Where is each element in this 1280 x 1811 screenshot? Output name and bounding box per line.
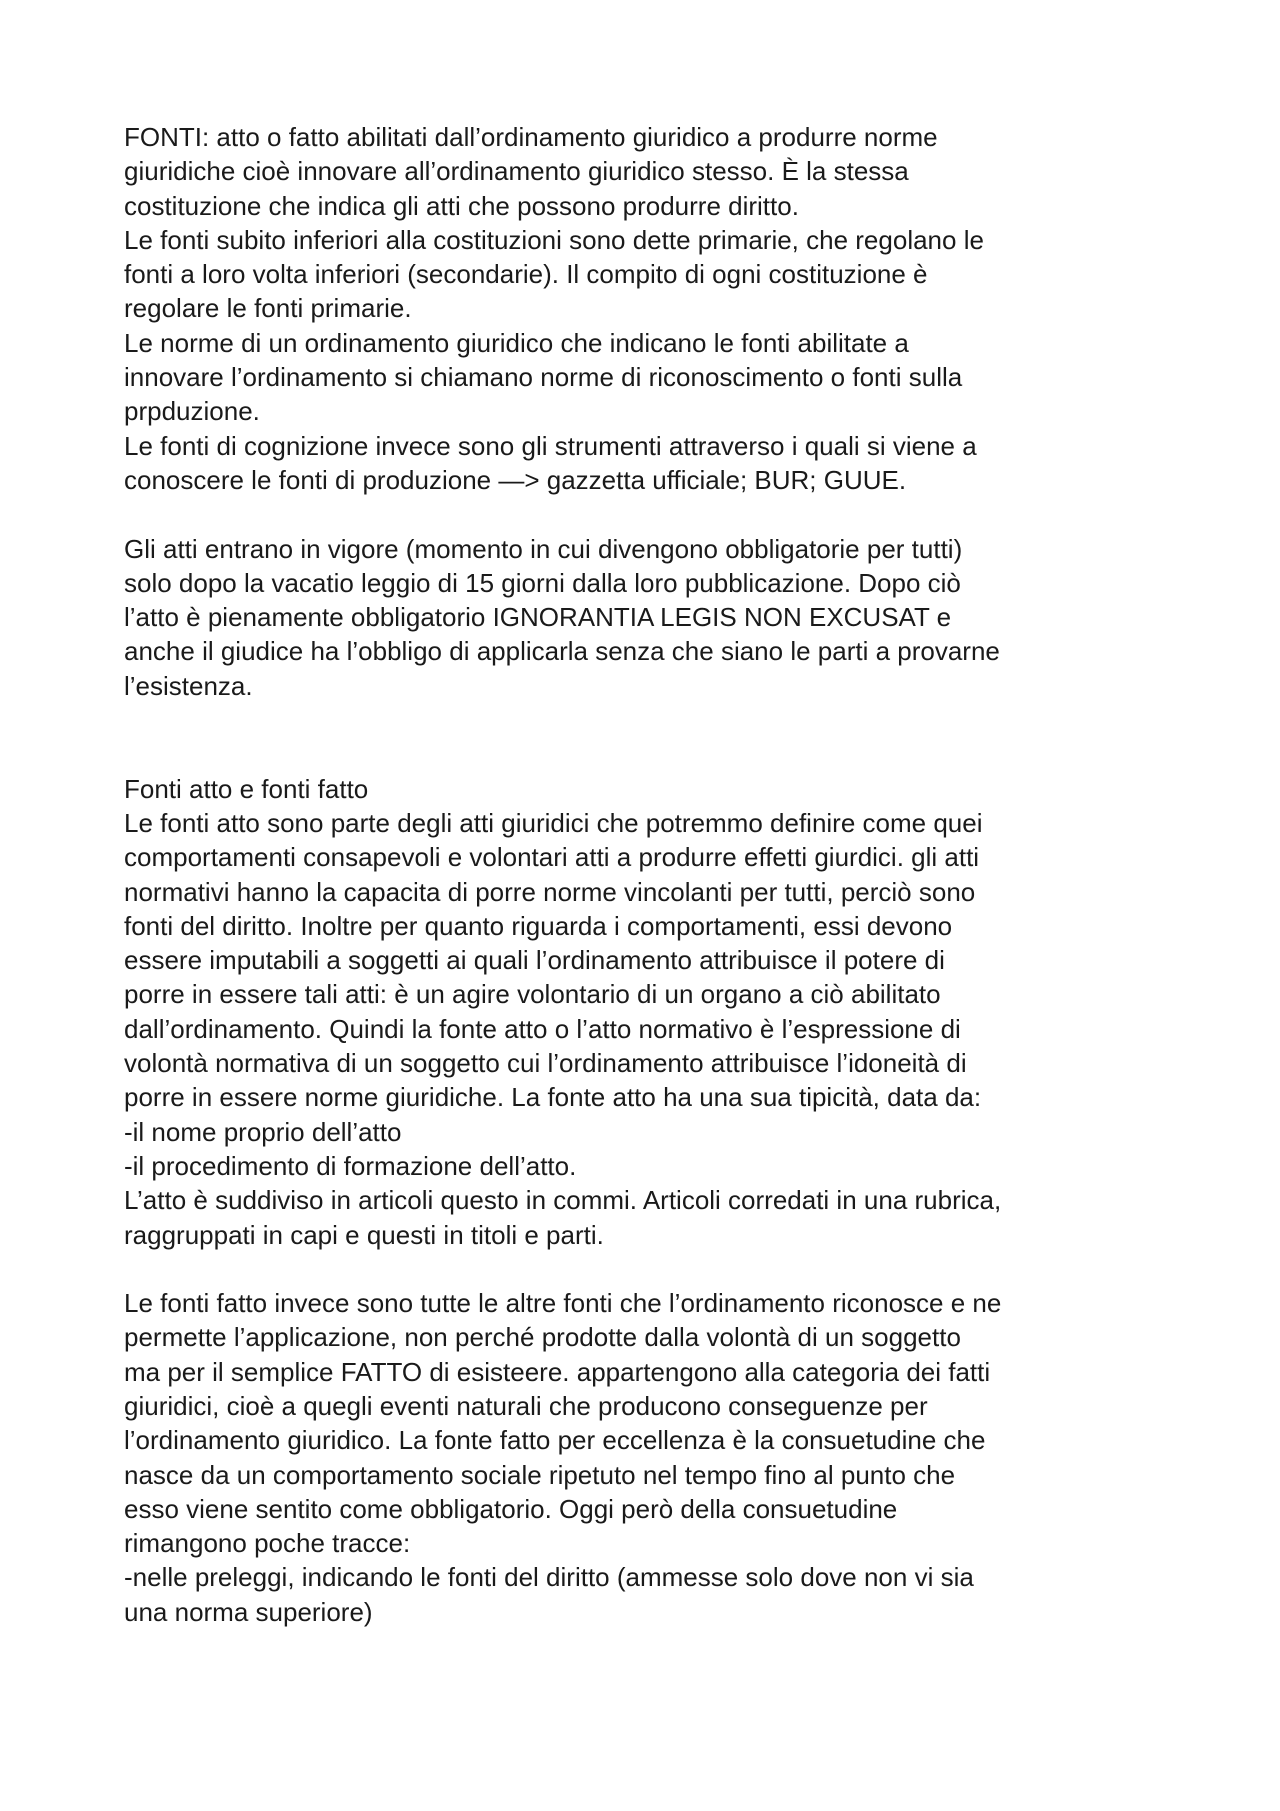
- text-line: porre in essere norme giuridiche. La fonte atto ha una sua tipicità, data da:: [124, 1082, 982, 1113]
- text-line: FONTI: atto o fatto abilitati dall’ordinamento giuridico a produrre norme: [124, 122, 938, 152]
- paragraph-fonti-fatto: [124, 1286, 1184, 1629]
- text-line: esso viene sentito come obbligatorio. Oggi però della consuetudine: [124, 1493, 898, 1524]
- text-line: permette l’applicazione, non perché prodotte dalla volontà di un soggetto: [124, 1322, 961, 1353]
- text-line: L’atto è suddiviso in articoli questo in commi. Articoli corredati in una rubrica,: [124, 1185, 1002, 1216]
- text-line: comportamenti consapevoli e volontari atti a produrre effetti giurdici. gli atti: [124, 842, 980, 873]
- section-heading: Fonti atto e fonti fatto: [124, 773, 369, 804]
- text-line: prpduzione.: [124, 396, 260, 427]
- text-line: Le fonti fatto invece sono tutte le altre fonti che l’ordinamento riconosce e ne: [124, 1288, 1002, 1319]
- text-line: Le fonti di cognizione invece sono gli strumenti attraverso i quali si viene a: [124, 430, 977, 461]
- text-line: volontà normativa di un soggetto cui l’ordinamento attribuisce l’idoneità di: [124, 1048, 967, 1079]
- text-line: normativi hanno la capacita di porre norme vincolanti per tutti, perciò sono: [124, 876, 976, 907]
- text-line: raggruppati in capi e questi in titoli e parti.: [124, 1219, 604, 1250]
- text-line: l’esistenza.: [124, 670, 253, 701]
- text-line: anche il giudice ha l’obbligo di applicarla senza che siano le parti a provarne: [124, 636, 1000, 667]
- text-line: Gli atti entrano in vigore (momento in cui divengono obbligatorie per tutti): [124, 533, 963, 564]
- text-line: costituzione che indica gli atti che possono produrre diritto.: [124, 190, 799, 221]
- list-item: -nelle preleggi, indicando le fonti del diritto (ammesse solo dove non vi sia: [124, 1562, 974, 1593]
- document-body: [124, 120, 1184, 1629]
- text-line: Le norme di un ordinamento giuridico che indicano le fonti abilitate a: [124, 327, 909, 358]
- paragraph-spacer: [124, 1252, 1184, 1286]
- paragraph-spacer: [124, 497, 1184, 531]
- list-item: -il procedimento di formazione dell’atto.: [124, 1150, 577, 1181]
- text-line: rimangono poche tracce:: [124, 1528, 411, 1559]
- paragraph-fonti-atto: [124, 772, 1184, 1252]
- text-line: innovare l’ordinamento si chiamano norme di riconoscimento o fonti sulla: [124, 362, 963, 393]
- text-line: nasce da un comportamento sociale ripetuto nel tempo fino al punto che: [124, 1459, 956, 1490]
- text-line: conoscere le fonti di produzione —> gazzetta ufficiale; BUR; GUUE.: [124, 464, 907, 495]
- text-line: Le fonti subito inferiori alla costituzioni sono dette primarie, che regolano le: [124, 224, 984, 255]
- text-line: porre in essere tali atti: è un agire volontario di un organo a ciò abilitato: [124, 979, 941, 1010]
- text-line: l’atto è pienamente obbligatorio IGNORANTIA LEGIS NON EXCUSAT e: [124, 602, 952, 633]
- text-line: fonti del diritto. Inoltre per quanto riguarda i comportamenti, essi devono: [124, 910, 953, 941]
- paragraph-fonti-definition: [124, 120, 1184, 497]
- text-line: ma per il semplice FATTO di esisteere. appartengono alla categoria dei fatti: [124, 1356, 991, 1387]
- text-line: essere imputabili a soggetti ai quali l’ordinamento attribuisce il potere di: [124, 945, 945, 976]
- text-line: giuridiche cioè innovare all’ordinamento giuridico stesso. È la stessa: [124, 156, 909, 187]
- text-line: dall’ordinamento. Quindi la fonte atto o l’atto normativo è l’espressione di: [124, 1013, 961, 1044]
- text-line: regolare le fonti primarie.: [124, 293, 412, 324]
- text-line: Le fonti atto sono parte degli atti giuridici che potremmo definire come quei: [124, 807, 983, 838]
- text-line: solo dopo la vacatio leggio di 15 giorni dalla loro pubblicazione. Dopo ciò: [124, 567, 961, 598]
- text-line: l’ordinamento giuridico. La fonte fatto per eccellenza è la consuetudine che: [124, 1425, 986, 1456]
- list-item: -il nome proprio dell’atto: [124, 1116, 402, 1147]
- text-line: una norma superiore): [124, 1596, 373, 1627]
- paragraph-spacer: [124, 703, 1184, 772]
- paragraph-entrata-in-vigore: [124, 532, 1184, 703]
- text-line: fonti a loro volta inferiori (secondarie). Il compito di ogni costituzione è: [124, 259, 928, 290]
- text-line: giuridici, cioè a quegli eventi naturali che producono conseguenze per: [124, 1390, 928, 1421]
